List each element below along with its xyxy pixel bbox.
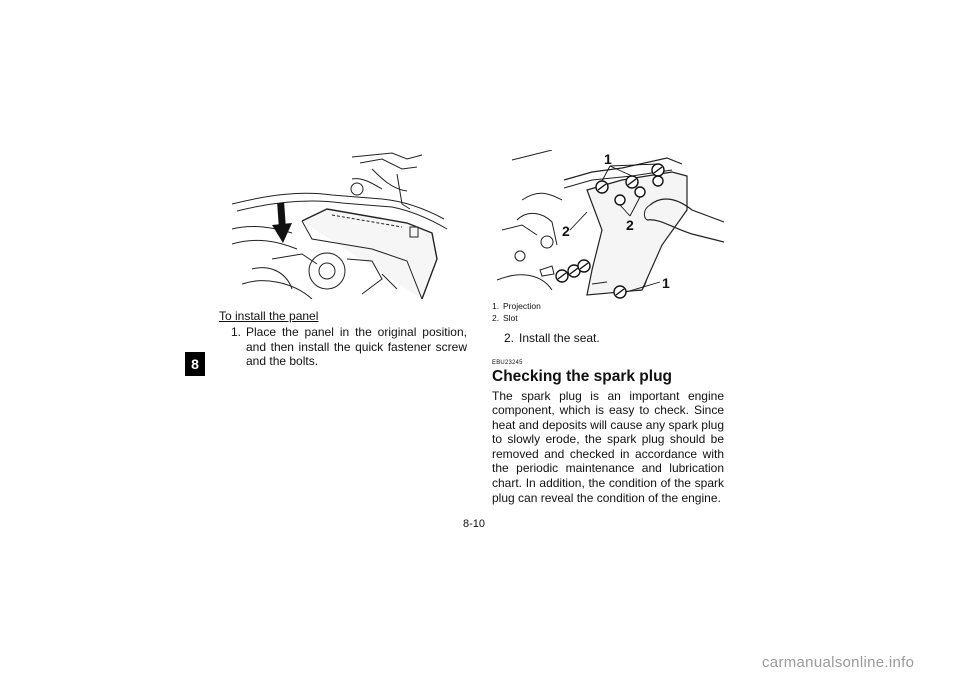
callout-projection-top: 1 — [604, 151, 612, 167]
section-body: The spark plug is an important engine component, which is easy to check. Since heat and deposits will cause any spark plug to slowly erode, the spark plug should be removed and checked in accordance with the periodic maintenance and lubrication chart. In addition, the condition of the spark plug can reveal the condition of the engine. — [492, 388, 724, 505]
caption-text: Slot — [503, 312, 518, 323]
install-direction-arrow-icon — [272, 203, 292, 243]
right-column — [492, 301, 724, 505]
panel-slots-drawing — [492, 150, 724, 300]
step-text: Install the seat. — [519, 331, 600, 345]
figure-caption-2 — [492, 313, 724, 325]
step-text: Place the panel in the original position, and then install the quick fastener screw and the bolts. — [246, 325, 467, 368]
panel-installation-illustration — [232, 149, 466, 299]
caption-text: Projection — [503, 301, 541, 311]
step-number: 2. — [503, 331, 514, 345]
callout-slot-right: 2 — [626, 217, 634, 233]
left-column — [219, 307, 467, 369]
step-number: 1. — [230, 325, 241, 339]
caption-number: 2. — [492, 312, 500, 323]
section-code: EBU23245 — [492, 359, 523, 366]
install-panel-subheading: To install the panel — [219, 309, 319, 323]
section-heading: Checking the spark plug — [492, 367, 673, 385]
install-step-2 — [492, 331, 724, 346]
watermark: carmanualsonline.info — [762, 654, 915, 671]
panel-projection-slot-illustration — [492, 150, 724, 300]
caption-number: 1. — [492, 301, 500, 311]
chapter-tab: 8 — [185, 352, 205, 376]
atv-side-panel-drawing — [232, 149, 466, 299]
install-step-1 — [219, 325, 467, 369]
page-number: 8-10 — [463, 518, 486, 530]
callout-projection-bottom: 1 — [662, 275, 670, 291]
callout-slot-left: 2 — [562, 223, 570, 239]
figure-caption-1 — [492, 301, 724, 313]
